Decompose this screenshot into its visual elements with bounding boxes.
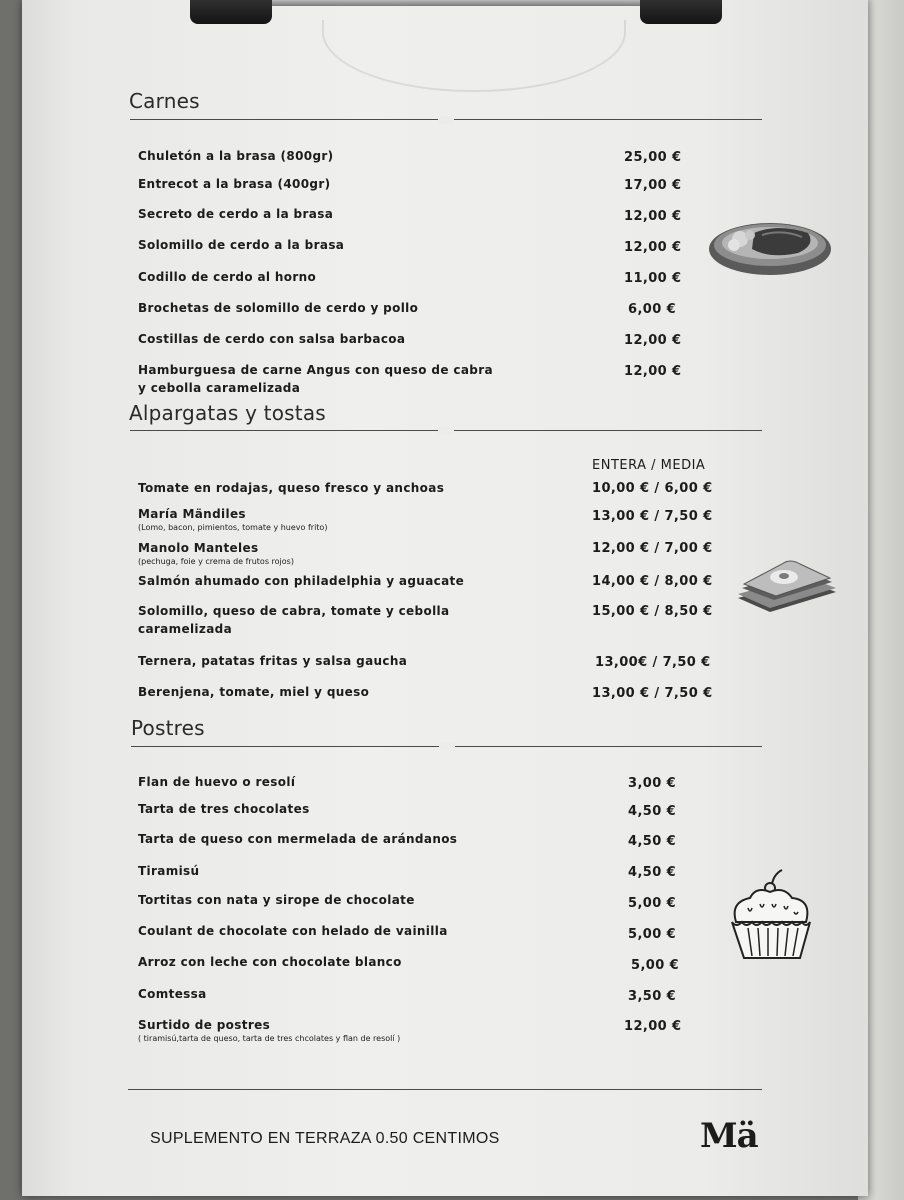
menu-item-price: 13,00€ / 7,50 € bbox=[595, 655, 711, 670]
menu-item-price: 14,00 € / 8,00 € bbox=[592, 574, 713, 589]
menu-item-name: Comtessa bbox=[138, 987, 207, 1001]
restaurant-logo: Mä bbox=[700, 1116, 758, 1156]
menu-item-name: Hamburguesa de carne Angus con queso de cabra y cebolla caramelizada bbox=[138, 363, 493, 395]
menu-item-name: Manolo Manteles bbox=[138, 541, 259, 555]
menu-item-price: 25,00 € bbox=[624, 150, 682, 165]
menu-item-name: Flan de huevo o resolí bbox=[138, 775, 296, 789]
menu-item-name: María Mändiles bbox=[138, 507, 246, 521]
clip-left-end bbox=[190, 0, 272, 24]
clipboard-shadow bbox=[322, 20, 626, 92]
menu-item-price: 4,50 € bbox=[628, 865, 677, 880]
menu-item-price: 5,00 € bbox=[631, 958, 680, 973]
menu-item bbox=[138, 539, 518, 567]
section-title-postres: Postres bbox=[131, 716, 205, 740]
section-divider-carnes bbox=[130, 119, 762, 120]
menu-item-name: Solomillo de cerdo a la brasa bbox=[138, 238, 345, 252]
menu-item-price: 12,00 € / 7,00 € bbox=[592, 541, 713, 556]
menu-item bbox=[138, 505, 518, 533]
section-divider-alpargatas bbox=[130, 430, 762, 431]
menu-item-name: Surtido de postres bbox=[138, 1018, 271, 1032]
menu-item-price: 12,00 € bbox=[624, 209, 682, 224]
menu-item-name: Coulant de chocolate con helado de vainilla bbox=[138, 924, 448, 938]
menu-item-price: 13,00 € / 7,50 € bbox=[592, 509, 713, 524]
menu-item-name: Entrecot a la brasa (400gr) bbox=[138, 177, 331, 191]
menu-item-name: Tiramisú bbox=[138, 864, 200, 878]
menu-item-price: 4,50 € bbox=[628, 834, 677, 849]
cupcake-icon bbox=[722, 866, 818, 966]
menu-item-price: 3,50 € bbox=[628, 989, 677, 1004]
menu-item-price: 5,00 € bbox=[628, 896, 677, 911]
menu-item-price: 4,50 € bbox=[628, 804, 677, 819]
menu-item-price: 11,00 € bbox=[624, 271, 682, 286]
menu-item-price: 17,00 € bbox=[624, 178, 682, 193]
menu-item-name: Berenjena, tomate, miel y queso bbox=[138, 685, 370, 699]
menu-item-price: 15,00 € / 8,50 € bbox=[592, 604, 713, 619]
section-divider-postres bbox=[131, 746, 762, 747]
menu-item-price: 13,00 € / 7,50 € bbox=[592, 686, 713, 701]
toast-sandwich-icon bbox=[734, 556, 840, 620]
menu-item-price: 5,00 € bbox=[628, 927, 677, 942]
menu-item-price: 12,00 € bbox=[624, 240, 682, 255]
price-column-header: ENTERA / MEDIA bbox=[592, 458, 706, 473]
menu-item-name: Chuletón a la brasa (800gr) bbox=[138, 149, 334, 163]
steak-plate-icon bbox=[708, 213, 836, 277]
clipboard-clip bbox=[178, 0, 718, 26]
menu-item-price: 12,00 € bbox=[624, 1019, 682, 1034]
terrace-supplement-note: SUPLEMENTO EN TERRAZA 0.50 CENTIMOS bbox=[150, 1130, 500, 1147]
menu-item-name: Ternera, patatas fritas y salsa gaucha bbox=[138, 654, 408, 668]
menu-item-note: (pechuga, foie y crema de frutos rojos) bbox=[138, 557, 294, 566]
menu-item-price: 12,00 € bbox=[624, 333, 682, 348]
menu-item-name: Arroz con leche con chocolate blanco bbox=[138, 955, 402, 969]
menu-item-note: ( tiramisú,tarta de queso, tarta de tres chcolates y flan de resolí ) bbox=[138, 1034, 401, 1043]
menu-item-price: 6,00 € bbox=[628, 302, 677, 317]
menu-item-name: Salmón ahumado con philadelphia y aguacate bbox=[138, 574, 465, 588]
menu-item-name: Tarta de tres chocolates bbox=[138, 802, 310, 816]
menu-item-name: Codillo de cerdo al horno bbox=[138, 270, 317, 284]
menu-item-price: 12,00 € bbox=[624, 364, 682, 379]
clip-right-end bbox=[640, 0, 722, 24]
menu-item-note: (Lomo, bacon, pimientos, tomate y huevo frito) bbox=[138, 523, 328, 532]
menu-item-price: 3,00 € bbox=[628, 776, 677, 791]
menu-item-price: 10,00 € / 6,00 € bbox=[592, 481, 713, 496]
menu-item-name: Brochetas de solomillo de cerdo y pollo bbox=[138, 301, 419, 315]
menu-item bbox=[138, 1016, 478, 1044]
menu-item-name: Tortitas con nata y sirope de chocolate bbox=[138, 893, 415, 907]
menu-item-name: Tomate en rodajas, queso fresco y anchoas bbox=[138, 481, 445, 495]
clip-bar bbox=[248, 0, 648, 6]
menu-item-name: Solomillo, queso de cabra, tomate y cebolla caramelizada bbox=[138, 604, 450, 636]
section-title-alpargatas: Alpargatas y tostas bbox=[129, 401, 326, 425]
menu-item-name: Secreto de cerdo a la brasa bbox=[138, 207, 334, 221]
section-title-carnes: Carnes bbox=[129, 89, 200, 113]
menu-item-name: Costillas de cerdo con salsa barbacoa bbox=[138, 332, 406, 346]
footer-divider bbox=[128, 1089, 762, 1090]
menu-item-name: Tarta de queso con mermelada de arándanos bbox=[138, 832, 458, 846]
